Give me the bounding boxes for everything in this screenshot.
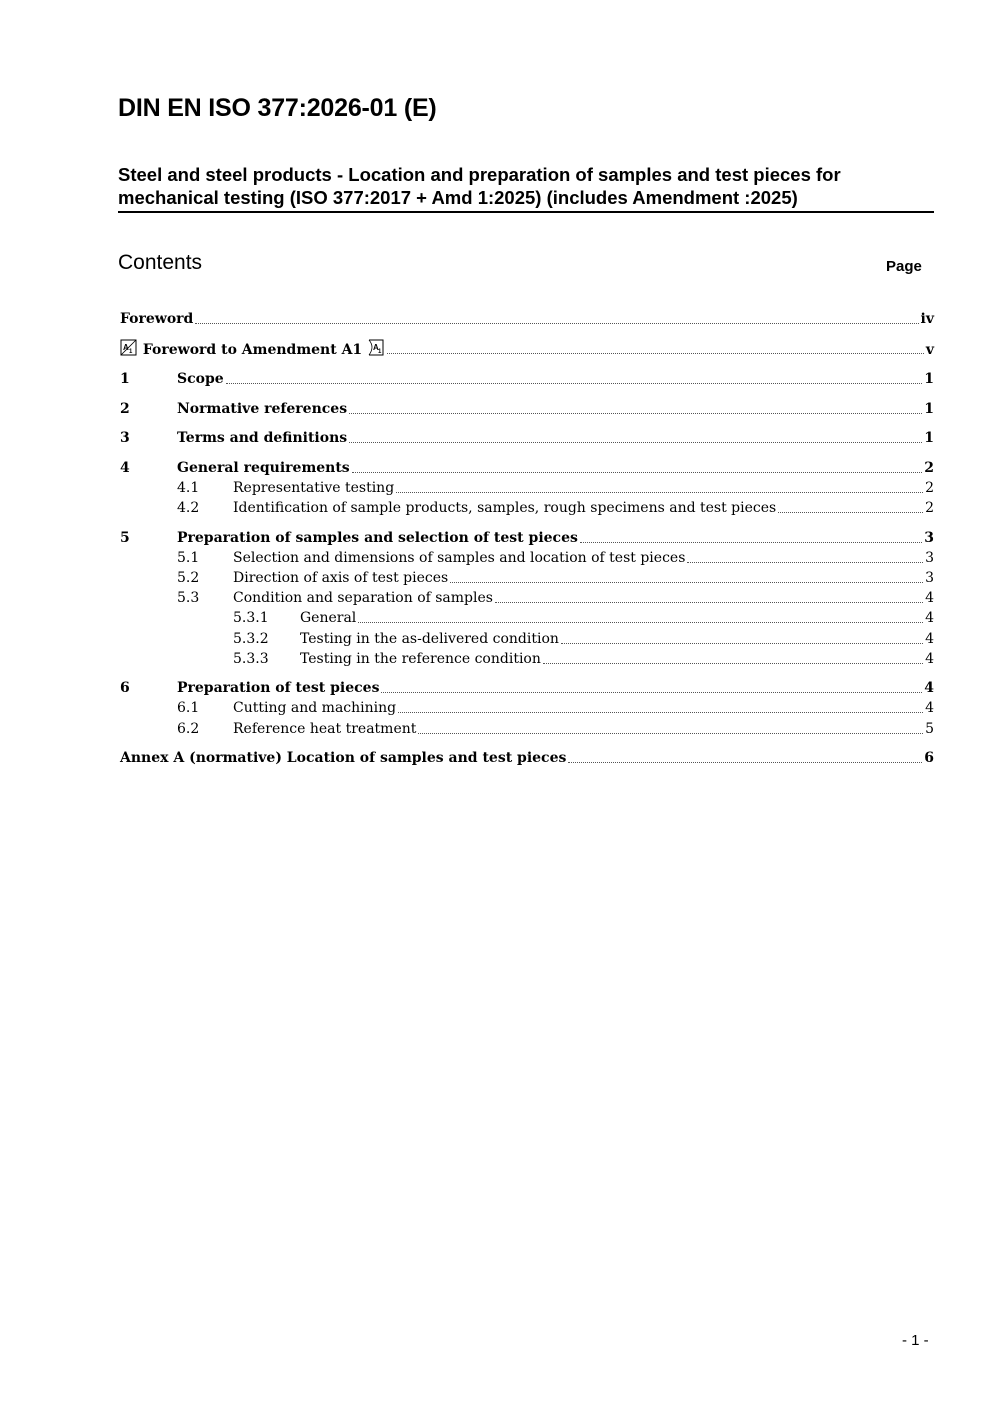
leader-dots [580,541,922,543]
leader-dots [543,662,923,664]
toc-title: Preparation of test pieces [177,680,380,696]
toc-title: Representative testing [233,480,395,496]
toc-page: 4 [925,651,934,667]
toc-page: 5 [925,721,934,737]
leader-dots [349,441,922,443]
amendment-a1-end-icon [367,339,385,356]
toc-page: 4 [925,590,934,606]
toc-title: Foreword [120,311,194,327]
leader-dots [387,352,924,354]
toc-page: 6 [924,750,934,766]
toc-number: 5.3 [177,590,200,606]
toc-title: Reference heat treatment [233,721,417,737]
toc-number: 6 [120,680,130,696]
toc-title: Identification of sample products, samples, rough specimens and test pieces [233,500,777,516]
leader-dots [349,412,922,414]
toc-entry-5[interactable] [120,528,934,548]
toc-entry-5-1[interactable] [177,548,934,568]
toc-title: Scope [177,371,224,387]
leader-dots [495,601,923,603]
svg-text:1: 1 [378,349,382,355]
leader-dots [381,691,922,693]
leader-dots [396,491,923,493]
toc-entry-foreword[interactable] [120,309,934,329]
toc-page: 2 [925,480,934,496]
toc-number: 5.3.1 [233,610,269,626]
toc-number: 5.3.2 [233,631,269,647]
contents-heading: Contents [118,251,203,274]
toc-entry-4-2[interactable] [177,498,934,518]
toc-title: Annex A (normative) Location of samples and test pieces [120,750,567,766]
toc-title: Selection and dimensions of samples and location of test pieces [233,550,686,566]
toc-entry-5-3-2[interactable] [233,629,934,649]
toc-page: 3 [925,570,934,586]
toc-title: Condition and separation of samples [233,590,493,606]
leader-dots [398,711,923,713]
toc-entry-1[interactable] [120,369,934,389]
toc-page: 1 [924,371,934,387]
page-number: - 1 - [902,1332,929,1349]
toc-entry-6[interactable] [120,678,934,698]
toc-entry-foreword-amendment[interactable] [120,339,934,359]
toc-page: 1 [924,401,934,417]
toc-number: 5.1 [177,550,200,566]
subtitle-line-2: mechanical testing (ISO 377:2017 + Amd 1:2025) (includes Amendment :2025) [118,187,798,208]
toc-entry-4-1[interactable] [177,478,934,498]
toc-entry-3[interactable] [120,428,934,448]
leader-dots [418,732,923,734]
toc-title: Foreword to Amendment A1 [142,342,363,358]
toc-page: 2 [924,460,934,476]
toc-page: 4 [924,680,934,696]
toc-number: 5.2 [177,570,200,586]
leader-dots [352,471,923,473]
toc-page: 1 [924,430,934,446]
toc-title: Cutting and machining [233,700,397,716]
toc-page: 3 [925,550,934,566]
leader-dots [195,322,918,324]
toc-title: Testing in the reference condition [300,651,541,667]
toc-page: v [925,342,934,358]
toc-entry-6-1[interactable] [177,698,934,718]
document-title: DIN EN ISO 377:2026-01 (E) [118,94,437,122]
toc-title: Direction of axis of test pieces [233,570,449,586]
toc-title: Preparation of samples and selection of test pieces [177,530,578,546]
leader-dots [778,511,923,513]
toc-title-wrapper [120,339,385,360]
toc-title: Testing in the as-delivered condition [300,631,559,647]
leader-dots [561,642,923,644]
toc-entry-5-3-3[interactable] [233,649,934,669]
toc-number: 4.2 [177,500,200,516]
leader-dots [358,621,923,623]
svg-text:A: A [123,343,129,352]
toc-entry-5-3-1[interactable] [233,608,934,628]
toc-number: 5.3.3 [233,651,269,667]
toc-page: 4 [925,631,934,647]
leader-dots [568,761,922,763]
page-column-heading: Page [886,258,922,275]
toc-entry-5-3[interactable] [177,588,934,608]
leader-dots [226,382,923,384]
toc-title: Terms and definitions [177,430,348,446]
toc-number: 6.1 [177,700,200,716]
leader-dots [450,581,923,583]
toc-title: General [300,610,357,626]
leader-dots [687,561,923,563]
toc-number: 4 [120,460,130,476]
toc-entry-4[interactable] [120,458,934,478]
toc-page: 4 [925,610,934,626]
document-subtitle [118,163,934,213]
toc-number: 6.2 [177,721,200,737]
toc-number: 3 [120,430,130,446]
toc-title: General requirements [177,460,350,476]
svg-text:1: 1 [129,349,133,355]
toc-entry-annex-a[interactable] [120,748,934,768]
svg-text:A: A [373,343,379,352]
toc-number: 5 [120,530,130,546]
toc-number: 2 [120,401,130,417]
toc-entry-6-2[interactable] [177,719,934,739]
toc-page: iv [920,311,934,327]
toc-entry-2[interactable] [120,399,934,419]
toc-page: 2 [925,500,934,516]
amendment-a1-start-icon [120,339,138,356]
toc-page: 4 [925,700,934,716]
subtitle-line-1: Steel and steel products - Location and preparation of samples and test pieces for [118,164,841,185]
toc-number: 4.1 [177,480,200,496]
toc-number: 1 [120,371,130,387]
toc-page: 3 [924,530,934,546]
toc-entry-5-2[interactable] [177,568,934,588]
toc-title: Normative references [177,401,348,417]
